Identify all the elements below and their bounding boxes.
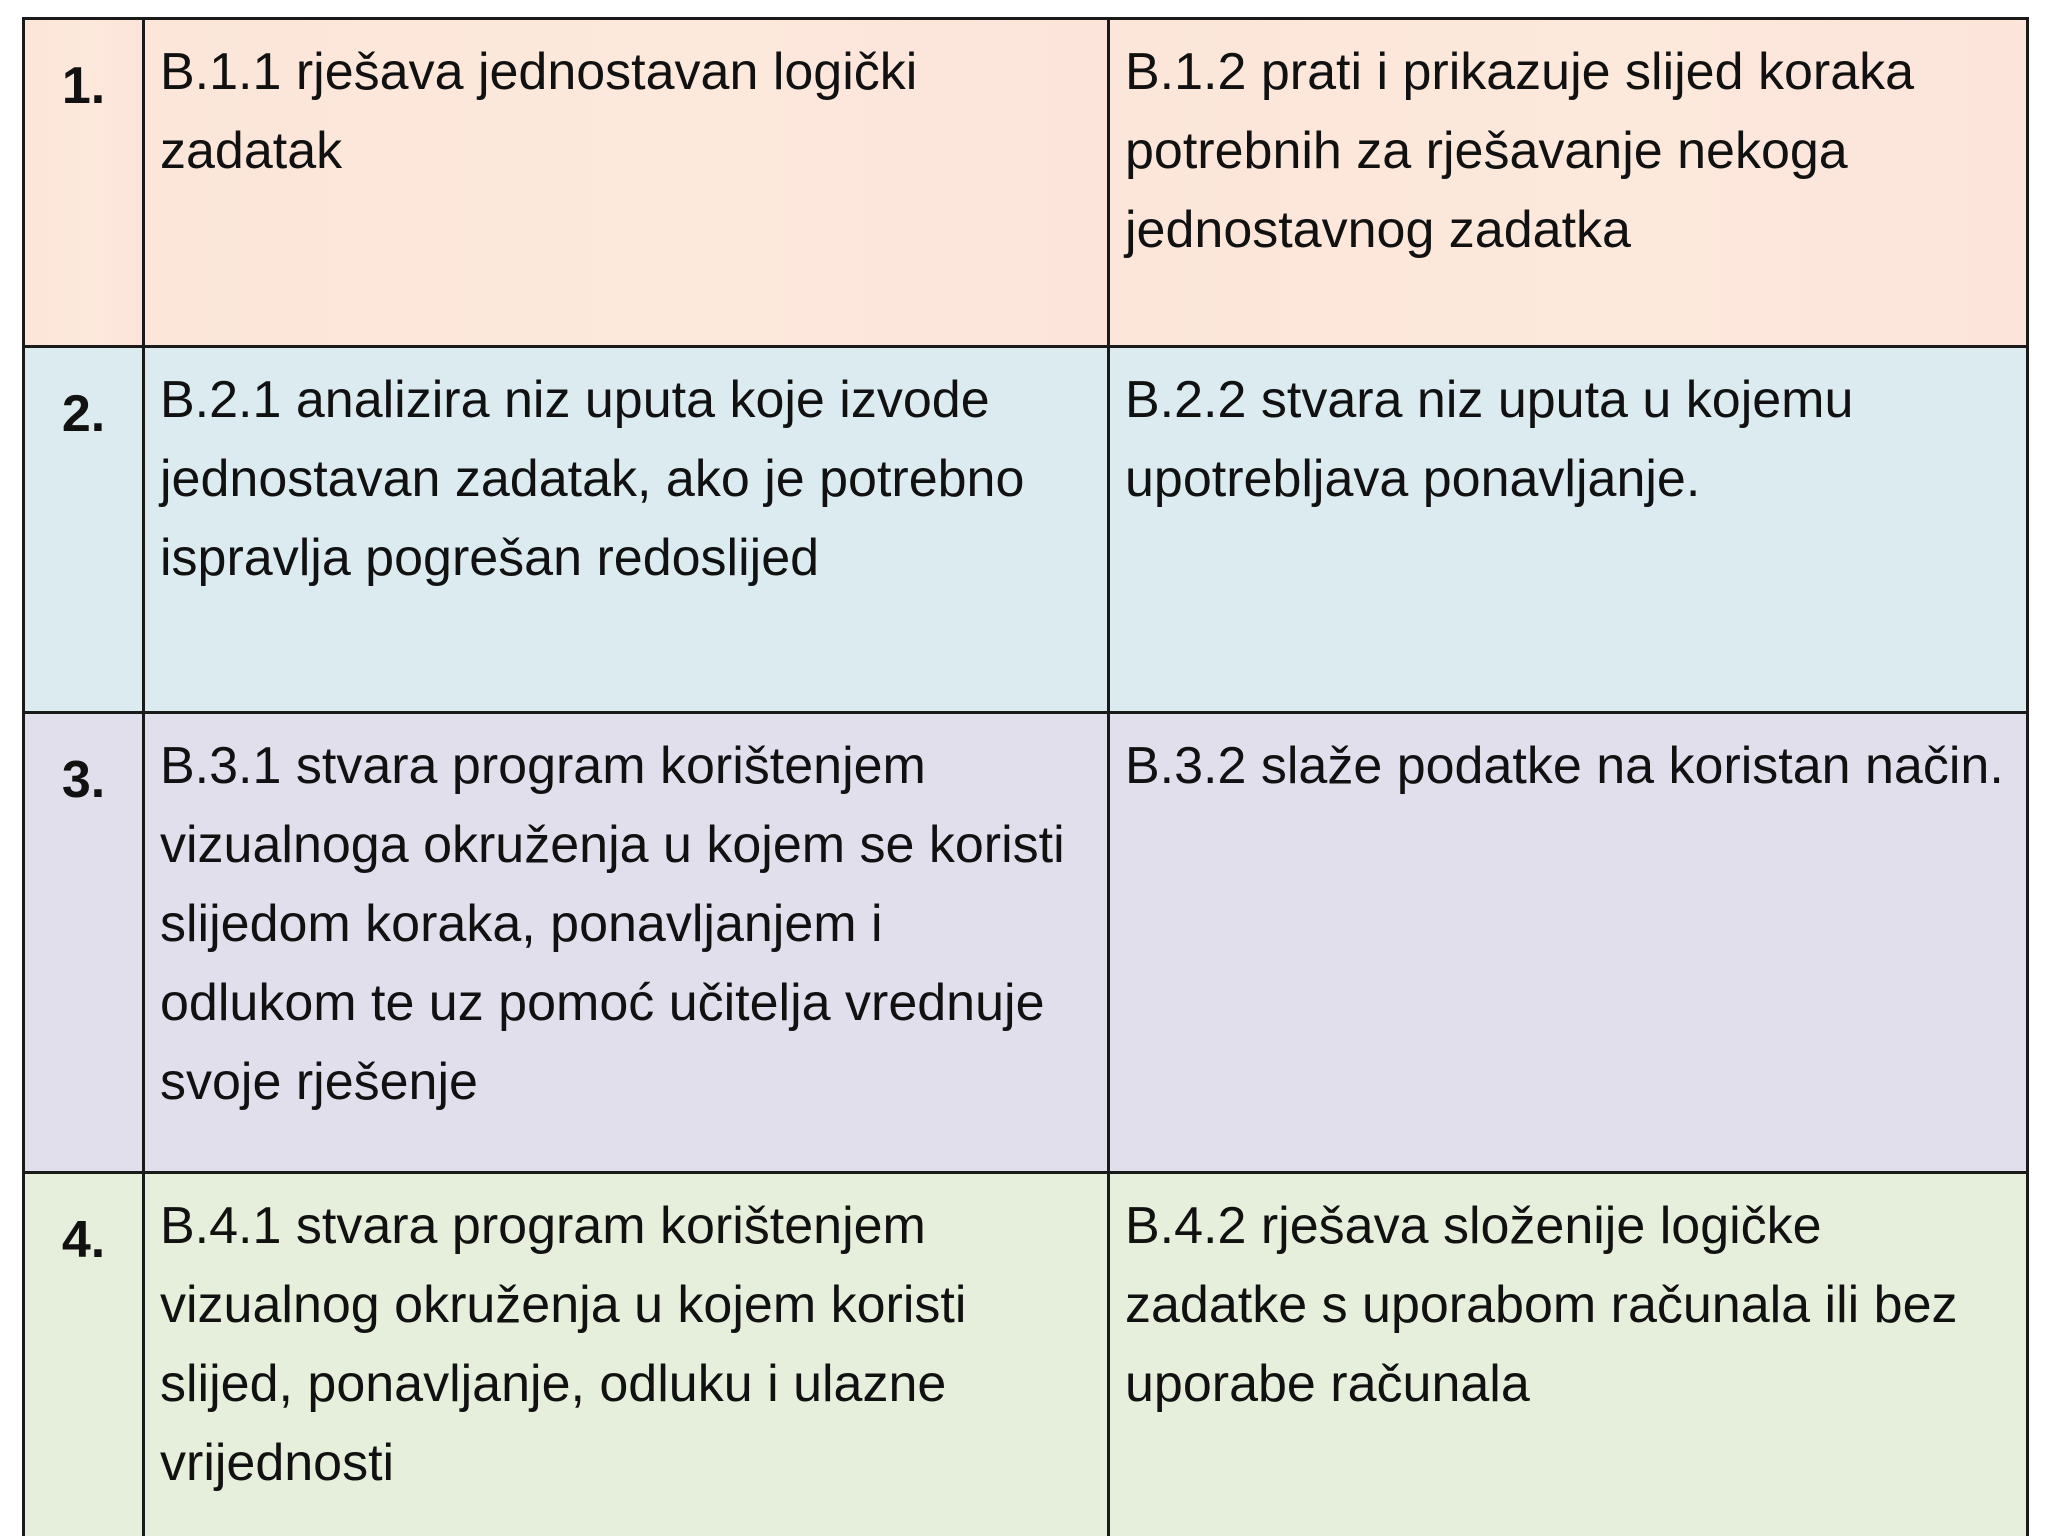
outcome-cell: B.2.1 analizira niz uputa koje izvode jednostavan zadatak, ako je potrebno ispravlja pogrešan redoslijed	[144, 347, 1109, 713]
outcome-cell: B.3.1 stvara program korištenjem vizualnoga okruženja u kojem se koristi slijedom koraka, ponavljanjem i odlukom te uz pomoć učitelja vrednuje svoje rješenje	[144, 713, 1109, 1173]
outcome-cell: B.1.2 prati i prikazuje slijed koraka potrebnih za rješavanje nekoga jednostavnog zadatka	[1109, 19, 2028, 347]
outcome-cell: B.4.2 rješava složenije logičke zadatke s uporabom računala ili bez uporabe računala	[1109, 1173, 2028, 1536]
table-row	[24, 19, 2028, 347]
row-number: 4.	[24, 1173, 144, 1536]
row-number: 1.	[24, 19, 144, 347]
learning-outcomes-table	[22, 17, 2029, 1536]
outcome-cell: B.3.2 slaže podatke na koristan način.	[1109, 713, 2028, 1173]
outcome-cell: B.2.2 stvara niz uputa u kojemu upotrebljava ponavljanje.	[1109, 347, 2028, 713]
table-row	[24, 347, 2028, 713]
table-row	[24, 1173, 2028, 1536]
outcome-cell: B.4.1 stvara program korištenjem vizualnog okruženja u kojem koristi slijed, ponavljanje, odluku i ulazne vrijednosti	[144, 1173, 1109, 1536]
table-row	[24, 713, 2028, 1173]
outcome-cell: B.1.1 rješava jednostavan logički zadatak	[144, 19, 1109, 347]
row-number: 2.	[24, 347, 144, 713]
row-number: 3.	[24, 713, 144, 1173]
